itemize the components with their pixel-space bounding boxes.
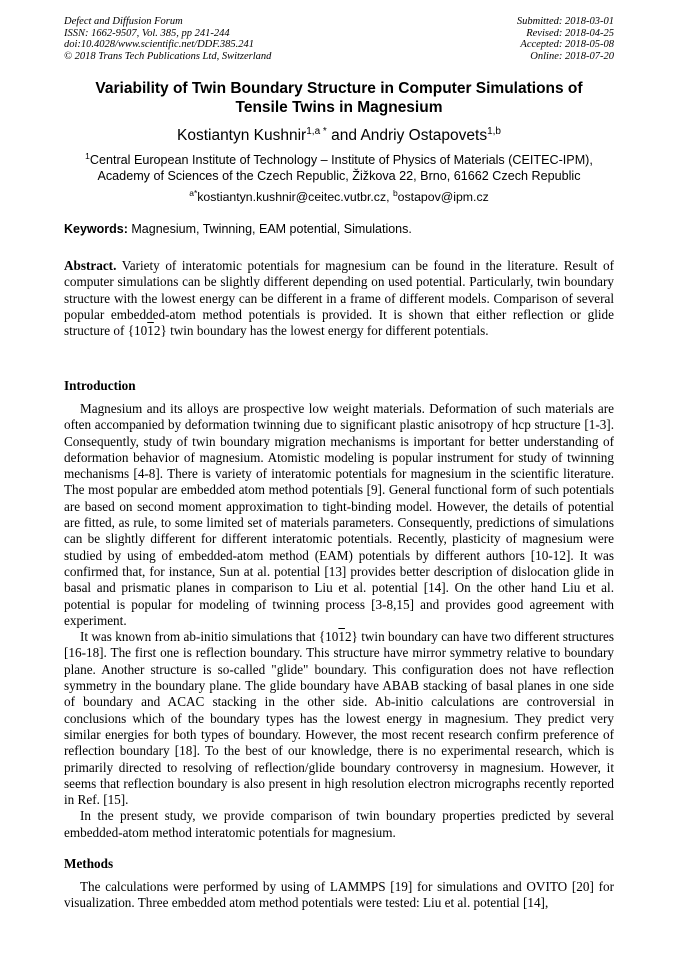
intro-p2-text-2: twin boundary can have two different structures [16-18]. The first one is reflection boundary. This structure have mirror symmetry relative to boundary plane. Another structure is so-called "glide" boundary. This configuration does not have reflection symmetry in the boundary plane. The glide boundary have ABAB stacking of basal planes in one side of boundary and ACAC stacking in the other side. Ab-initio calculations are controversial in conclusions which of the boundary types has the lowest energy in magnesium. They predict very similar energies for both types of boundary. However, the most recent research confirm preference of reflection boundary [18]. To the best of our knowledge, there is no experimental research, which is primarily directed to resolving of reflection/glide boundary controversy in magnesium. However, it seems that reflection boundary is also present in high resolution electron micrographs recently reported in Ref. [15]. (64, 629, 614, 808)
date-revised: Revised: 2018-04-25 (526, 27, 614, 39)
journal-doi[interactable]: doi:10.4028/www.scientific.net/DDF.385.241 (64, 39, 255, 51)
affiliation-line-1: Central European Institute of Technology – Institute of Physics of Materials (CEITEC-IPM), (89, 153, 593, 168)
intro-paragraph-1: Magnesium and its alloys are prospective low weight materials. Deformation of such materials are often accompanied by deformation twinning due to significant plastic anisotropy of hcp structure [1-3]. Consequently, study of twin boundary migration mechanisms is important for better understanding of deformation behavior of magnesium. Atomistic modeling is popular instrument for study of twinning mechanisms [4-8]. There is variety of interatomic potentials for magnesium in the scientific literature. The most popular are embedded atom method potentials [9]. General functional form of such potentials are based on second moment approximation to tight-binding model. However, the details of potential are fitted, as rule, to some limited set of materials parameters. Consequently, predictions of simulations can be slightly different for different interatomic potentials. Recently, plasticity of magnesium were studied by using of embedded-atom method (EAM) potentials by different authors [10-12]. It was confirmed that, for instance, Sun at al. potential [13] provides better description of dislocation glide in basal and prismatic planes in comparison to Liu et al. potential [14]. On the other hand Liu et al. potential is popular for modeling of twinning process [3-8,15] and provides good agreement with experiment. (64, 401, 614, 628)
methods-paragraph-1: The calculations were performed by using of LAMMPS [19] for simulations and OVITO [20] for visualization. Three embedded atom method potentials were tested: Liu et al. potential [14], (64, 879, 614, 911)
keywords-label: Keywords: (64, 222, 128, 236)
email-a-superscript: a* (189, 188, 198, 198)
methods-heading: Methods (64, 856, 114, 871)
introduction-body (64, 401, 614, 841)
email-a[interactable]: kostiantyn.kushnir@ceitec.vutbr.cz, (197, 190, 393, 205)
author-list (64, 122, 614, 146)
plane-index (319, 629, 358, 644)
keywords-text: Magnesium, Twinning, EAM potential, Simulations. (127, 222, 412, 236)
date-online: Online: 2018-07-20 (530, 50, 614, 62)
abstract (64, 258, 614, 339)
paper-title (64, 79, 614, 117)
author-2: Andriy Ostapovets (360, 127, 488, 145)
journal-copyright: © 2018 Trans Tech Publications Ltd, Switzerland (64, 50, 272, 62)
author-1: Kostiantyn Kushnir (176, 127, 307, 145)
author-connector: and (326, 127, 361, 145)
journal-name: Defect and Diffusion Forum (64, 16, 183, 27)
plane-open: {10 (127, 323, 148, 339)
intro-p2-text-1: It was known from ab-initio simulations that (80, 629, 319, 645)
intro-paragraph-2 (64, 629, 614, 808)
introduction-heading: Introduction (64, 378, 136, 393)
date-submitted: Submitted: 2018-03-01 (516, 16, 614, 27)
plane-index (128, 323, 167, 338)
plane-bar-digit: 1 (147, 323, 154, 339)
plane-close: 2} (344, 629, 358, 645)
keywords (64, 221, 614, 237)
title-line-2: Tensile Twins in Magnesium (235, 99, 443, 116)
abstract-text-2: twin boundary has the lowest energy for different potentials. (166, 323, 489, 339)
methods-body (64, 879, 614, 912)
author-1-superscript: 1,a * (306, 126, 327, 137)
email-b-superscript: b (392, 188, 398, 198)
intro-paragraph-3: In the present study, we provide comparison of twin boundary properties predicted by several embedded-atom method interatomic potentials for magnesium. (64, 808, 614, 840)
journal-issn: ISSN: 1662-9507, Vol. 385, pp 241-244 (64, 27, 230, 39)
abstract-text-1: Variety of interatomic potentials for magnesium can be found in the literature. Result of computer simulations can be slightly different depending on used potential. Particularly, twin boundary structure with the lowest energy can be different in a frame of different models. Comparison of several popular embedded-atom method potentials is provided. It is shown that either reflection or glide structure of (64, 258, 614, 339)
author-emails (64, 185, 614, 205)
email-b[interactable]: ostapov@ipm.cz (397, 190, 489, 205)
publication-dates (517, 16, 614, 62)
abstract-label: Abstract. (64, 258, 117, 273)
date-accepted: Accepted: 2018-05-08 (520, 39, 614, 51)
affiliation-line-2: Academy of Sciences of the Czech Republic, Žižkova 22, Brno, 61662 Czech Republic (97, 169, 581, 184)
journal-info (64, 16, 271, 62)
affiliation (64, 148, 614, 184)
author-2-superscript: 1,b (487, 126, 501, 137)
plane-bar-digit: 1 (338, 629, 345, 645)
affiliation-superscript: 1 (85, 151, 90, 161)
title-line-1: Variability of Twin Boundary Structure in Computer Simulations of (95, 80, 583, 97)
plane-open: {10 (318, 629, 339, 645)
plane-close: 2} (153, 323, 167, 339)
